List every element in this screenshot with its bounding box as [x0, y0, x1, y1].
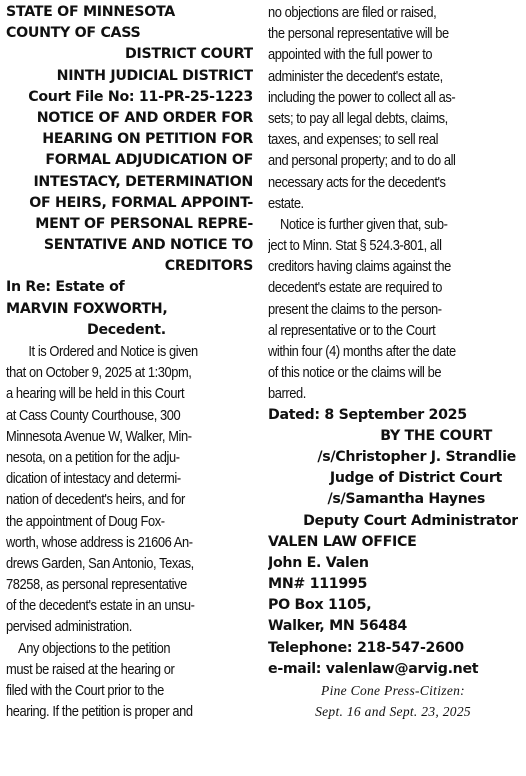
order-paragraph [6, 341, 253, 638]
attorney-license-number: MN# 111995 [268, 576, 368, 593]
by-the-court: BY THE COURT [380, 427, 492, 444]
title-line: CREDITORS [164, 258, 253, 275]
telephone: Telephone: 218-547-2600 [268, 639, 464, 656]
district-heading: NINTH JUDICIAL DISTRICT [56, 67, 253, 84]
publication-name: Pine Cone Press-Citizen: [321, 683, 465, 698]
body-line: decedent's estate are required to [268, 279, 443, 297]
email-address: e-mail: valenlaw@arvig.net [268, 660, 479, 677]
attorney-name: John E. Valen [268, 554, 369, 571]
body-line: of this notice or the claims will be [268, 364, 442, 382]
city-state-zip: Walker, MN 56484 [268, 618, 407, 635]
body-line: sets; to pay all legal debts, claims, [268, 109, 448, 127]
title-line: INTESTACY, DETERMINATION [33, 173, 253, 190]
objections-paragraph-continued [268, 2, 518, 214]
decedent-label: Decedent. [87, 321, 166, 338]
body-line: dication of intestacy and determi- [6, 470, 181, 488]
body-line: Notice is further given that, sub- [280, 215, 448, 233]
decedent-name: MARVIN FOXWORTH, [6, 300, 168, 317]
dated-line: Dated: 8 September 2025 [268, 406, 467, 423]
title-line: MENT OF PERSONAL REPRE- [35, 215, 253, 232]
in-re-label: In Re: Estate of [6, 279, 125, 296]
body-line: Minnesota Avenue W, Walker, Min- [6, 427, 192, 445]
body-line: drews Garden, San Antonio, Texas, [6, 554, 194, 572]
body-line: the appointment of Doug Fox- [6, 512, 165, 530]
body-line: barred. [268, 385, 306, 403]
body-line: It is Ordered and Notice is given [28, 343, 198, 360]
county-heading: COUNTY OF CASS [6, 25, 141, 42]
objections-paragraph [6, 638, 253, 723]
body-line: nation of decedent's heirs, and for [6, 491, 185, 509]
body-line: at Cass County Courthouse, 300 [6, 406, 181, 424]
attorney-block [268, 532, 518, 680]
title-line: HEARING ON PETITION FOR [42, 131, 253, 148]
publication-dates: Sept. 16 and Sept. 23, 2025 [315, 704, 471, 720]
judge-title: Judge of District Court [329, 470, 502, 487]
law-office-name: VALEN LAW OFFICE [268, 533, 417, 550]
body-line: filed with the Court prior to the [6, 682, 164, 699]
publication-info [268, 680, 518, 722]
court-heading: DISTRICT COURT [125, 46, 253, 63]
body-line: within four (4) months after the date [268, 343, 456, 360]
body-line: that on October 9, 2025 at 1:30pm, [6, 364, 192, 382]
body-line: pervised administration. [6, 618, 132, 636]
body-line: ject to Minn. Stat § 524.3-801, all [268, 237, 442, 255]
body-line: must be raised at the hearing or [6, 660, 175, 678]
state-heading: STATE OF MINNESOTA [6, 4, 175, 20]
right-column [268, 2, 518, 722]
body-line: administer the decedent's estate, [268, 67, 443, 85]
body-line: estate. [268, 194, 304, 212]
body-line: 78258, as personal representative [6, 576, 187, 594]
notice-title [6, 108, 253, 278]
body-line: including the power to collect all as- [268, 88, 456, 106]
body-line: no objections are filed or raised, [268, 4, 437, 21]
body-line: a hearing will be held in this Court [6, 385, 185, 403]
po-box: PO Box 1105, [268, 597, 372, 614]
body-line: Any objections to the petition [18, 639, 171, 657]
body-line: taxes, and expenses; to sell real [268, 131, 439, 149]
creditors-paragraph [268, 214, 518, 405]
body-line: hearing. If the petition is proper and [6, 703, 193, 721]
body-line: creditors having claims against the [268, 258, 451, 276]
body-line: of the decedent's estate in an unsu- [6, 597, 195, 615]
body-line: the personal representative will be [268, 25, 449, 43]
body-line: and personal property; and to do all [268, 152, 456, 170]
body-line: nesota, on a petition for the adju- [6, 448, 180, 466]
body-line: present the claims to the person- [268, 300, 442, 318]
administrator-signature: /s/Samantha Haynes [327, 491, 485, 508]
left-column [6, 2, 253, 722]
body-line: al representative or to the Court [268, 321, 436, 339]
title-line: SENTATIVE AND NOTICE TO [43, 237, 253, 254]
court-file-number: Court File No: 11-PR-25-1223 [28, 88, 253, 105]
title-line: FORMAL ADJUDICATION OF [45, 152, 253, 169]
body-line: appointed with the full power to [268, 46, 433, 64]
judge-signature: /s/Christopher J. Strandlie [317, 448, 516, 465]
title-line: OF HEIRS, FORMAL APPOINT- [29, 194, 253, 211]
administrator-title: Deputy Court Administrator [303, 512, 518, 529]
body-line: necessary acts for the decedent's [268, 173, 446, 191]
title-line: NOTICE OF AND ORDER FOR [36, 109, 253, 126]
body-line: worth, whose address is 21606 An- [6, 533, 193, 551]
